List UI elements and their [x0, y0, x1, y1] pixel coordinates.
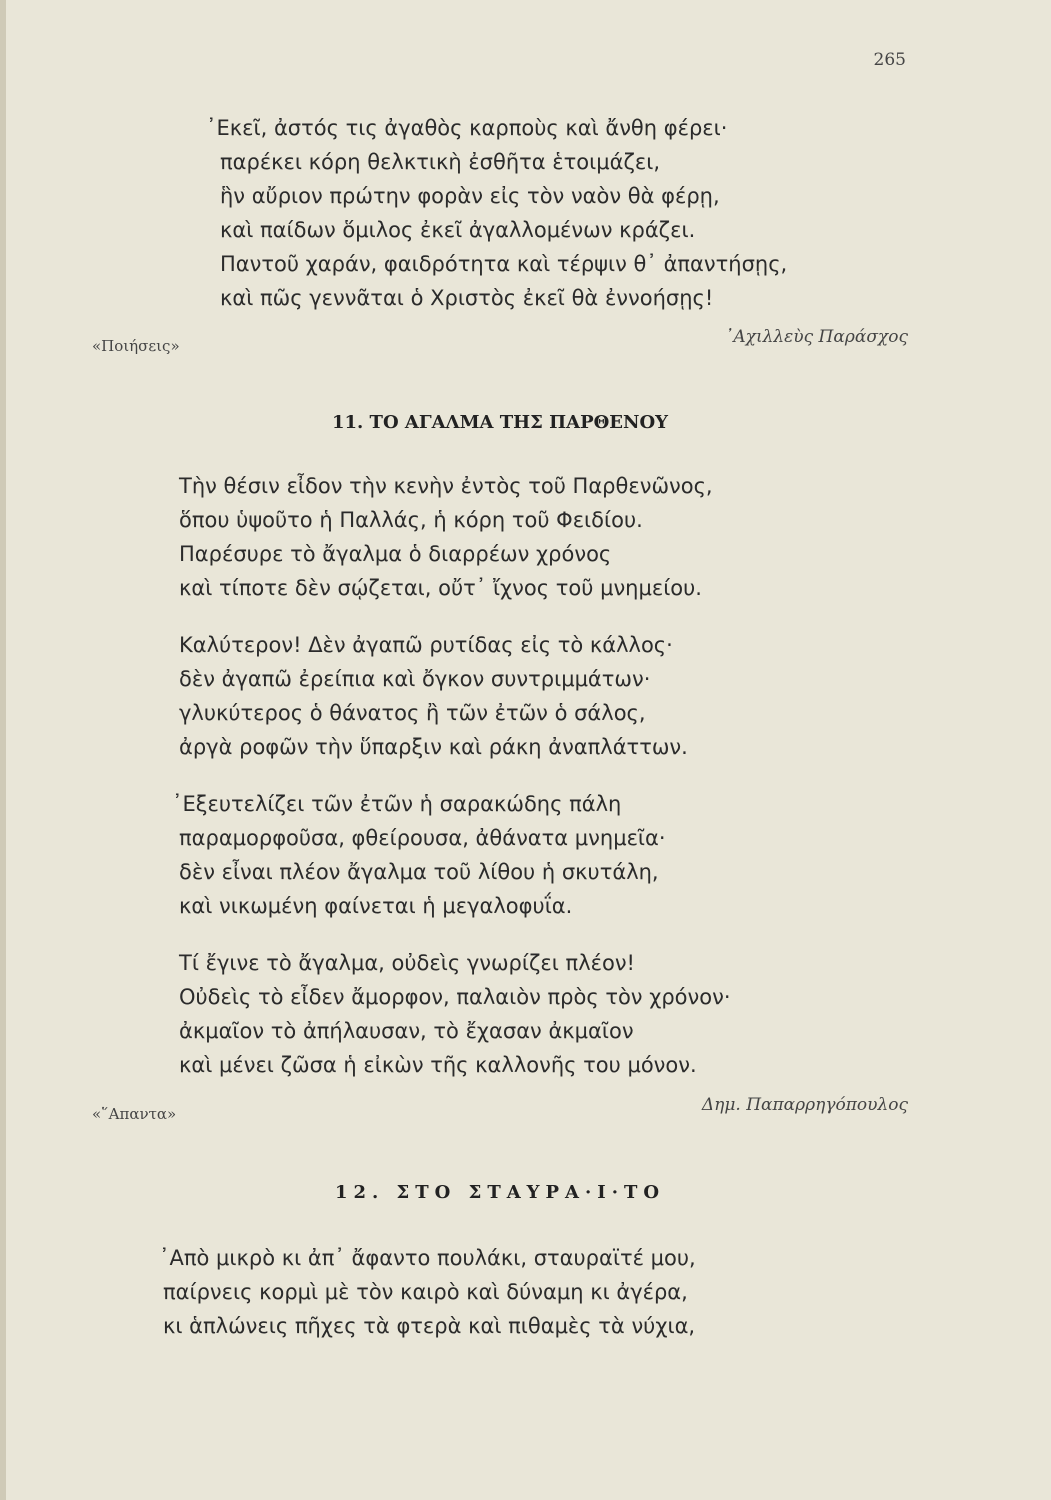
poem-title: 12. ΣΤΟ ΣΤΑΥΡΑ·Ι·ΤΟ	[334, 1182, 666, 1203]
verse-line: καὶ νικωμένη φαίνεται ἡ μεγαλοφυΐα.	[179, 894, 573, 918]
source-citation: «῞Απαντα»	[92, 1105, 177, 1123]
verse-line: Τί ἔγινε τὸ ἄγαλμα, οὐδεὶς γνωρίζει πλέον!	[179, 951, 635, 975]
verse-line: καὶ πῶς γεννᾶται ὁ Χριστὸς ἐκεῖ θὰ ἐννοήσῃς!	[220, 286, 714, 310]
verse-line: παραμορφοῦσα, φθείρουσα, ἀθάνατα μνημεῖα·	[179, 826, 666, 850]
page-number: 265	[873, 50, 906, 70]
author-name: Δημ. Παπαρρηγόπουλος	[701, 1095, 908, 1115]
verse-line: Οὐδεὶς τὸ εἶδεν ἄμορφον, παλαιὸν πρὸς τὸν χρόνον·	[179, 985, 731, 1009]
verse-line: Παντοῦ χαράν, φαιδρότητα καὶ τέρψιν θ᾿ ἀπαντήσῃς,	[220, 252, 788, 276]
verse-line: κι ἁπλώνεις πῆχες τὰ φτερὰ καὶ πιθαμὲς τὰ νύχια,	[163, 1314, 696, 1338]
verse-line: ἣν αὔριον πρώτην φορὰν εἰς τὸν ναὸν θὰ φέρῃ,	[220, 184, 720, 208]
verse-line: ᾿Απὸ μικρὸ κι ἀπ᾿ ἄφαντο πουλάκι, σταυραϊτέ μου,	[159, 1246, 696, 1270]
verse-line: καὶ παίδων ὅμιλος ἐκεῖ ἀγαλλομένων κράζει.	[220, 218, 696, 242]
verse-line: ἀργὰ ροφῶν τὴν ὕπαρξιν καὶ ράκη ἀναπλάττων.	[179, 735, 688, 759]
verse-line: ᾿Εξευτελίζει τῶν ἐτῶν ἡ σαρακώδης πάλη	[172, 792, 622, 816]
author-name: ᾿Αχιλλεὺς Παράσχος	[724, 327, 908, 347]
verse-line: καὶ τίποτε δὲν σῴζεται, οὔτ᾿ ἴχνος τοῦ μνημείου.	[179, 576, 702, 600]
verse-line: καὶ μένει ζῶσα ἡ εἰκὼν τῆς καλλονῆς του μόνον.	[179, 1053, 697, 1077]
verse-line: παίρνεις κορμὶ μὲ τὸν καιρὸ καὶ δύναμη κι ἀγέρα,	[163, 1280, 688, 1304]
page-edge	[0, 0, 6, 1500]
verse-line: Παρέσυρε τὸ ἄγαλμα ὁ διαρρέων χρόνος	[179, 542, 612, 566]
verse-line: παρέκει κόρη θελκτικὴ ἐσθῆτα ἑτοιμάζει,	[220, 150, 661, 174]
source-citation: «Ποιήσεις»	[92, 337, 180, 355]
verse-line: Τὴν θέσιν εἶδον τὴν κενὴν ἐντὸς τοῦ Παρθενῶνος,	[179, 474, 713, 498]
verse-line: ὅπου ὑψοῦτο ἡ Παλλάς, ἡ κόρη τοῦ Φειδίου.	[179, 508, 643, 532]
verse-line: ἀκμαῖον τὸ ἀπήλαυσαν, τὸ ἔχασαν ἀκμαῖον	[179, 1019, 634, 1043]
verse-line: δὲν εἶναι πλέον ἄγαλμα τοῦ λίθου ἡ σκυτάλη,	[179, 860, 659, 884]
verse-line: δὲν ἀγαπῶ ἐρείπια καὶ ὄγκον συντριμμάτων·	[179, 667, 651, 691]
verse-line: Καλύτερον! Δὲν ἀγαπῶ ρυτίδας εἰς τὸ κάλλος·	[179, 633, 673, 657]
verse-line: γλυκύτερος ὁ θάνατος ἢ τῶν ἐτῶν ὁ σάλος,	[179, 701, 646, 725]
verse-line: ᾿Εκεῖ, ἀστός τις ἀγαθὸς καρποὺς καὶ ἄνθη φέρει·	[206, 116, 728, 140]
poem-title: 11. ΤΟ ΑΓΑΛΜΑ ΤΗΣ ΠΑΡΘΕΝΟΥ	[331, 412, 669, 433]
